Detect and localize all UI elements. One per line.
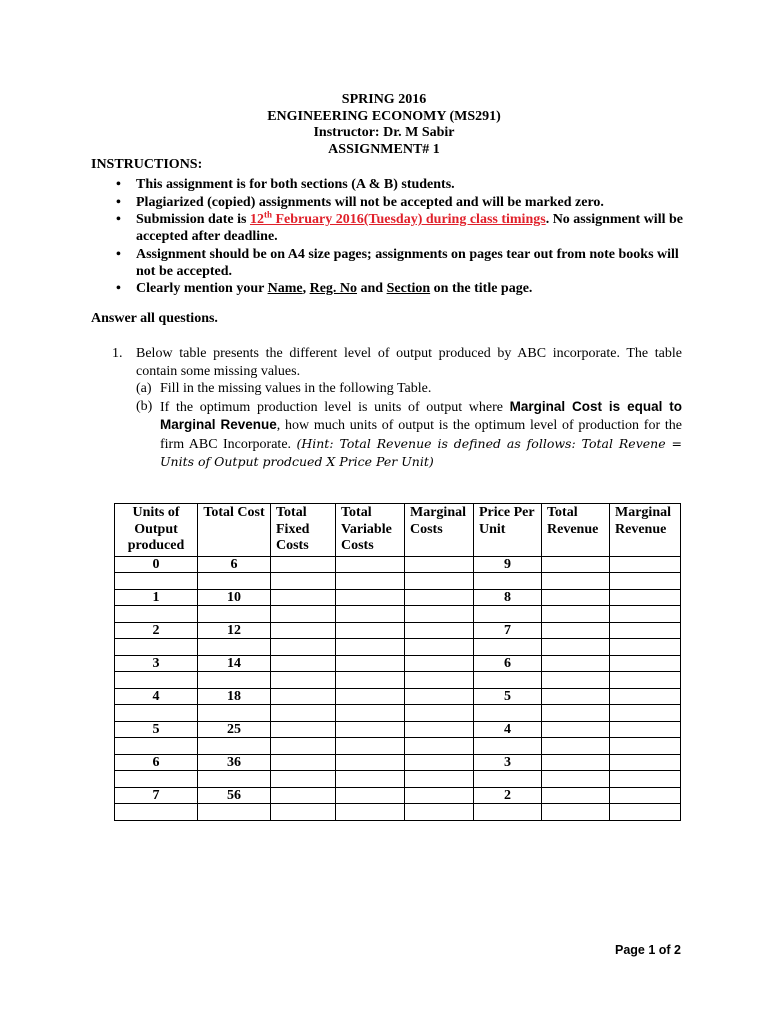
table-body <box>115 557 681 821</box>
table-cell <box>542 755 610 771</box>
table-row <box>115 557 681 573</box>
bullet-icon: • <box>116 281 121 296</box>
table-spacer-row <box>115 606 681 623</box>
separator-text: and <box>357 281 387 296</box>
table-cell-empty <box>115 705 198 722</box>
table-cell: 6 <box>198 557 271 573</box>
table-cell-empty <box>405 804 474 821</box>
table-cell-empty <box>115 804 198 821</box>
table-cell <box>610 689 681 705</box>
table-cell-empty <box>610 804 681 821</box>
bullet-icon: • <box>116 177 121 192</box>
table-cell <box>610 722 681 738</box>
table-cell-empty <box>474 804 542 821</box>
table-cell-empty <box>405 672 474 689</box>
instructor-line: Instructor: Dr. M Sabir <box>313 125 455 140</box>
table-cell-empty <box>474 639 542 656</box>
table-cell: 1 <box>115 590 198 606</box>
table-cell <box>542 689 610 705</box>
table-cell: 5 <box>115 722 198 738</box>
table-cell-empty <box>198 639 271 656</box>
answer-all-line: Answer all questions. <box>91 311 218 326</box>
table-cell: 4 <box>115 689 198 705</box>
table-cell-empty <box>198 573 271 590</box>
table-cell-empty <box>474 573 542 590</box>
table-cell <box>610 557 681 573</box>
table-cell: 12 <box>198 623 271 639</box>
table-spacer-row <box>115 804 681 821</box>
table-cell-empty <box>474 738 542 755</box>
table-cell-empty <box>405 771 474 788</box>
table-cell-empty <box>336 672 405 689</box>
bullet-icon: • <box>116 246 121 262</box>
sub-question-label: (b) <box>136 398 153 414</box>
table-cell-empty <box>542 705 610 722</box>
instruction-item <box>116 176 686 193</box>
instruction-text: Submission date is <box>136 212 250 227</box>
table-cell <box>405 722 474 738</box>
table-cell <box>405 689 474 705</box>
table-cell: 18 <box>198 689 271 705</box>
bullet-icon: • <box>116 212 121 227</box>
course-title: ENGINEERING ECONOMY (MS291) <box>267 108 501 124</box>
table-cell <box>271 689 336 705</box>
table-cell-empty <box>198 771 271 788</box>
column-header: Units of Output produced <box>115 504 198 557</box>
column-header: Price Per Unit <box>474 504 542 557</box>
assignment-title: ASSIGNMENT# 1 <box>328 141 440 157</box>
instruction-text: This assignment is for both sections (A & B) students. <box>136 177 455 192</box>
table-cell-empty <box>405 573 474 590</box>
table-cell: 2 <box>115 623 198 639</box>
table-spacer-row <box>115 573 681 590</box>
table-cell-empty <box>336 738 405 755</box>
table-cell <box>336 788 405 804</box>
table-cell-empty <box>610 639 681 656</box>
instruction-text: on the title page. <box>430 281 533 296</box>
table-cell-empty <box>336 606 405 623</box>
table-cell-empty <box>405 606 474 623</box>
table-cell: 7 <box>474 623 542 639</box>
column-header: Marginal Revenue <box>610 504 681 557</box>
table-cell <box>542 788 610 804</box>
table-cell-empty <box>198 705 271 722</box>
table-cell-empty <box>542 738 610 755</box>
table-cell-empty <box>271 639 336 656</box>
table-cell <box>610 623 681 639</box>
table-cell: 4 <box>474 722 542 738</box>
column-header: Total Fixed Costs <box>271 504 336 557</box>
table-cell <box>405 623 474 639</box>
table-spacer-row <box>115 771 681 788</box>
table-cell: 3 <box>115 656 198 672</box>
table-cell-empty <box>271 573 336 590</box>
table-cell <box>610 656 681 672</box>
table-cell-empty <box>542 573 610 590</box>
table-cell <box>336 557 405 573</box>
table-cell-empty <box>542 804 610 821</box>
cost-revenue-table <box>114 503 681 821</box>
section-underlined: Section <box>386 281 431 296</box>
table-cell: 2 <box>474 788 542 804</box>
table-cell: 56 <box>198 788 271 804</box>
table-row <box>115 788 681 804</box>
table-cell-empty <box>336 573 405 590</box>
table-cell <box>405 557 474 573</box>
table-cell-empty <box>198 606 271 623</box>
instruction-item <box>116 280 686 297</box>
table-cell <box>610 590 681 606</box>
instruction-text: Clearly mention your <box>136 281 268 296</box>
document-header <box>0 92 768 158</box>
page-number: Page 1 of 2 <box>615 943 681 957</box>
sub-question-b <box>136 398 682 472</box>
table-cell: 3 <box>474 755 542 771</box>
table-cell: 10 <box>198 590 271 606</box>
table-row <box>115 689 681 705</box>
marginal-cost-emphasis: Marginal Cost is equal to Marginal Revenue <box>160 398 682 432</box>
submission-date-highlight <box>249 209 546 227</box>
column-header: Marginal Costs <box>405 504 474 557</box>
table-cell <box>336 689 405 705</box>
table-cell-empty <box>271 606 336 623</box>
table-cell-empty <box>405 639 474 656</box>
table-cell-empty <box>115 771 198 788</box>
table-cell <box>405 590 474 606</box>
reg-no-underlined: Reg. No <box>309 281 358 296</box>
table-cell: 6 <box>115 755 198 771</box>
sub-question-label: (a) <box>136 381 152 396</box>
table-cell-empty <box>198 804 271 821</box>
table-cell <box>405 755 474 771</box>
date-day: 12 <box>249 212 264 227</box>
table-spacer-row <box>115 639 681 656</box>
table-cell <box>610 788 681 804</box>
table-cell-empty <box>198 738 271 755</box>
table-cell <box>542 722 610 738</box>
table-row <box>115 623 681 639</box>
table-cell: 5 <box>474 689 542 705</box>
table-cell-empty <box>271 672 336 689</box>
instruction-text: Assignment should be on A4 size pages; assignments on pages tear out from note books will not be accepted. <box>136 246 679 279</box>
table-cell <box>271 623 336 639</box>
instruction-text: . No assignment will be accepted after deadline. <box>136 212 683 244</box>
table-cell <box>405 656 474 672</box>
date-suffix: th <box>263 209 272 220</box>
table-cell: 14 <box>198 656 271 672</box>
table-cell-empty <box>610 606 681 623</box>
table-cell-empty <box>474 705 542 722</box>
table-cell-empty <box>336 705 405 722</box>
table-row <box>115 590 681 606</box>
table-row <box>115 722 681 738</box>
table-cell <box>336 623 405 639</box>
instruction-text: Plagiarized (copied) assignments will not be accepted and will be marked zero. <box>136 194 604 210</box>
table-cell-empty <box>474 771 542 788</box>
table-cell <box>336 722 405 738</box>
sub-question-text: , how much units of output is the optimum level of production for the firm ABC Incorporate. <box>160 418 682 452</box>
table-cell-empty <box>610 573 681 590</box>
table-cell-empty <box>610 738 681 755</box>
name-underlined: Name <box>267 281 303 296</box>
table-cell-empty <box>610 771 681 788</box>
table-cell-empty <box>271 771 336 788</box>
table-cell <box>542 557 610 573</box>
table-cell <box>271 590 336 606</box>
table-cell: 0 <box>115 557 198 573</box>
table-cell <box>271 656 336 672</box>
table-cell-empty <box>610 672 681 689</box>
sub-question-text: Fill in the missing values in the following Table. <box>160 381 432 396</box>
column-header: Total Cost <box>198 504 271 557</box>
table-row <box>115 755 681 771</box>
sub-question-a <box>136 380 682 398</box>
table-cell-empty <box>474 606 542 623</box>
table-cell-empty <box>198 672 271 689</box>
question-text: Below table presents the different level of output produced by ABC incorporate. The table contain some missing values. <box>136 346 682 379</box>
table-cell <box>271 722 336 738</box>
table-spacer-row <box>115 738 681 755</box>
table-cell: 8 <box>474 590 542 606</box>
instruction-item <box>116 246 686 280</box>
table-cell-empty <box>271 804 336 821</box>
column-header: Total Variable Costs <box>336 504 405 557</box>
table-cell <box>271 557 336 573</box>
bullet-icon: • <box>116 194 121 210</box>
question-body <box>136 345 682 472</box>
table-cell-empty <box>115 606 198 623</box>
column-header: Total Revenue <box>542 504 610 557</box>
table-cell-empty <box>271 705 336 722</box>
table-cell <box>405 788 474 804</box>
question-number: 1. <box>112 346 123 361</box>
table-cell: 9 <box>474 557 542 573</box>
table-cell-empty <box>542 639 610 656</box>
table-cell-empty <box>115 738 198 755</box>
sub-question-text: If the optimum production level is units of output where <box>160 399 510 415</box>
semester-line: SPRING 2016 <box>341 92 427 107</box>
table-spacer-row <box>115 672 681 689</box>
table-cell <box>271 788 336 804</box>
table-cell-empty <box>336 639 405 656</box>
table-cell-empty <box>405 738 474 755</box>
table-cell-empty <box>542 771 610 788</box>
instructions-list <box>116 176 686 298</box>
table-cell-empty <box>115 639 198 656</box>
instructions-heading: INSTRUCTIONS: <box>91 157 203 172</box>
table-cell-empty <box>474 672 542 689</box>
separator-text: , <box>302 281 310 296</box>
table-spacer-row <box>115 705 681 722</box>
table-cell <box>336 755 405 771</box>
table-cell-empty <box>336 804 405 821</box>
table-cell <box>271 755 336 771</box>
table-cell-empty <box>115 573 198 590</box>
instruction-item <box>116 211 686 245</box>
table-cell <box>336 590 405 606</box>
table-cell <box>542 656 610 672</box>
table-cell <box>336 656 405 672</box>
table-cell <box>542 623 610 639</box>
table-cell <box>610 755 681 771</box>
table-cell-empty <box>542 606 610 623</box>
table-cell: 6 <box>474 656 542 672</box>
table-cell-empty <box>610 705 681 722</box>
date-rest: February 2016(Tuesday) during class timings <box>272 212 546 227</box>
table-cell <box>542 590 610 606</box>
table-cell-empty <box>542 672 610 689</box>
table-cell-empty <box>271 738 336 755</box>
table-cell: 7 <box>115 788 198 804</box>
table-cell: 36 <box>198 755 271 771</box>
table-cell-empty <box>115 672 198 689</box>
table-cell: 25 <box>198 722 271 738</box>
hint-text: (Hint: Total Revenue is defined as follows: Total Revene = Units of Output prodcued X Price Per Unit) <box>160 435 682 469</box>
table-row <box>115 656 681 672</box>
table-cell-empty <box>336 771 405 788</box>
table-cell-empty <box>405 705 474 722</box>
question-1 <box>112 345 682 472</box>
instruction-item <box>116 194 686 211</box>
table-header-row <box>115 504 681 557</box>
